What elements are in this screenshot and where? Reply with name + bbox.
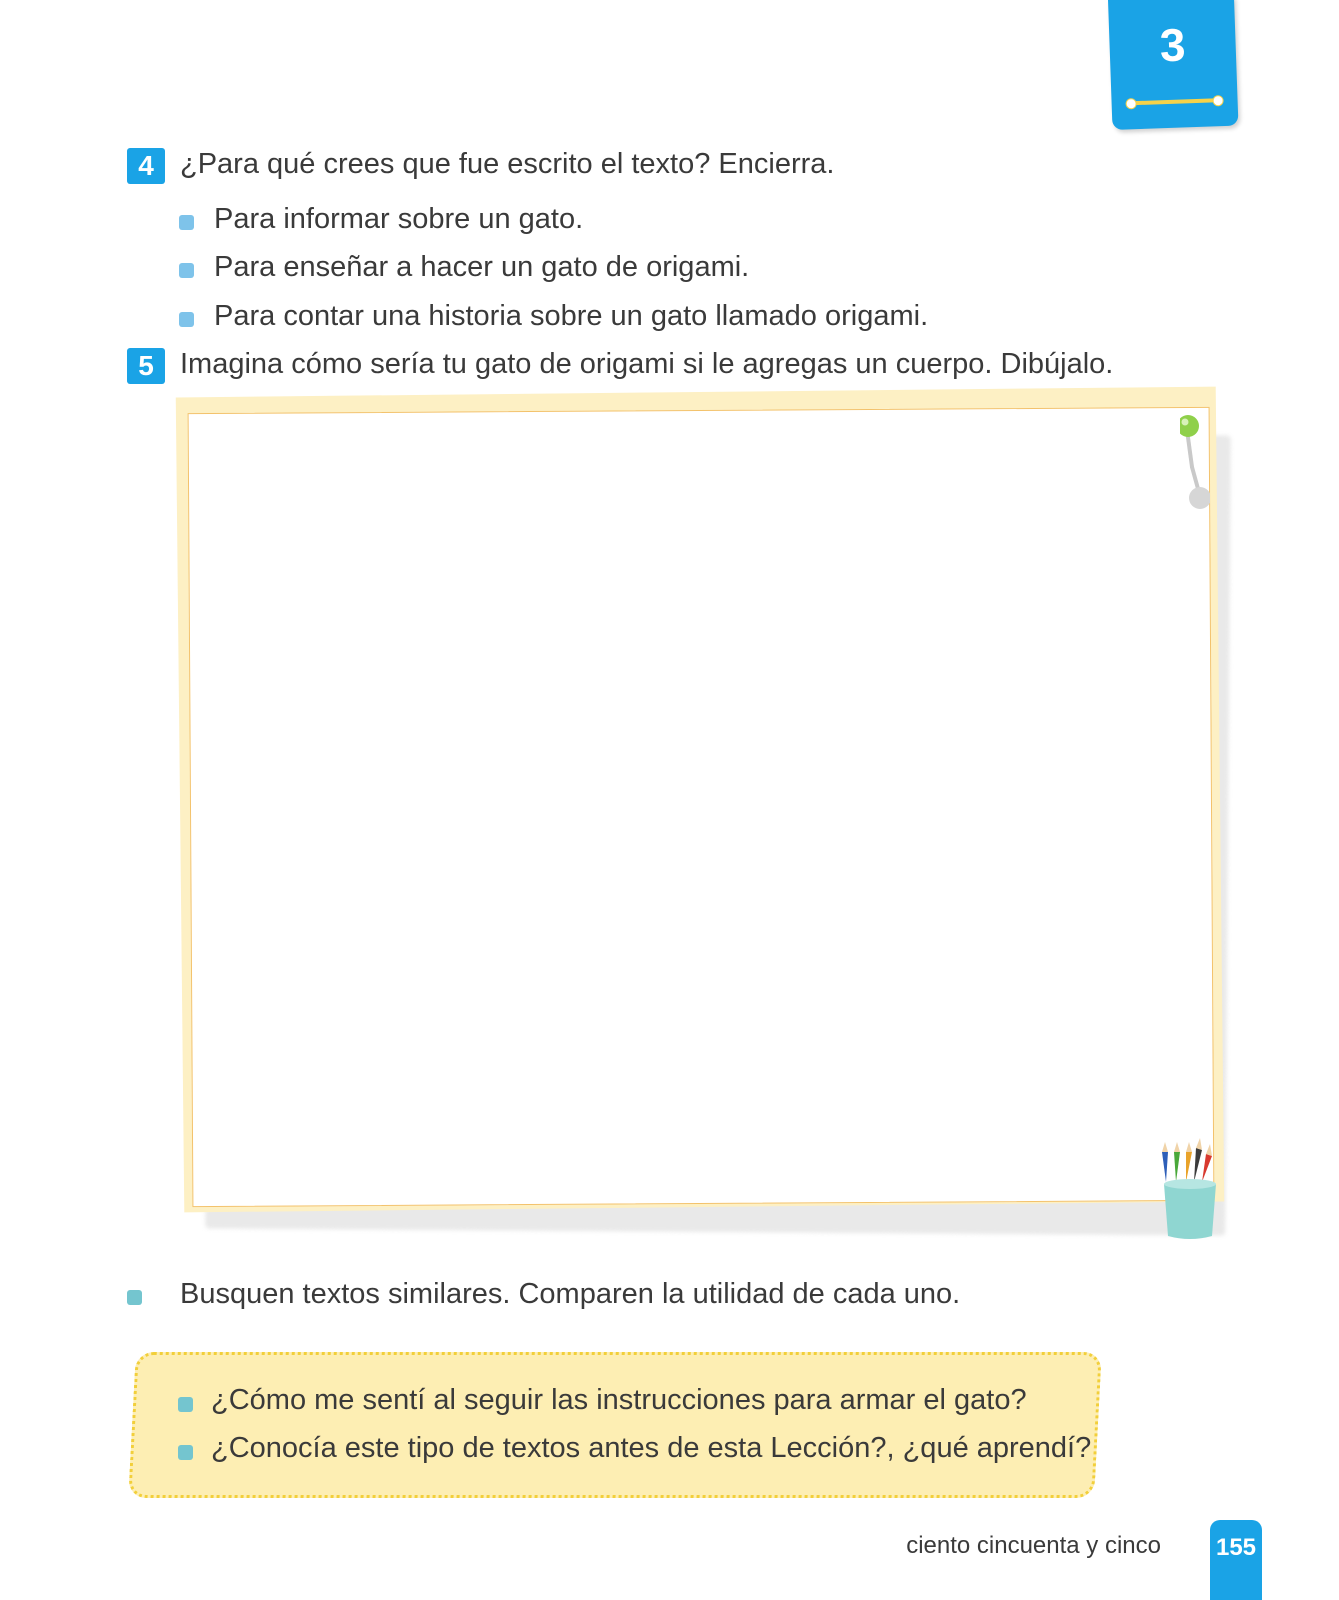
question-4-option-2[interactable]: Para enseñar a hacer un gato de origami.	[214, 251, 750, 283]
question-5-prompt: Imagina cómo sería tu gato de origami si le agregas un cuerpo. Dibújalo.	[180, 348, 1114, 380]
unit-tab	[1108, 0, 1238, 130]
bullet-icon	[179, 312, 194, 327]
question-4-prompt: ¿Para qué crees que fue escrito el texto? Encierra.	[180, 148, 835, 180]
unit-number: 3	[1158, 18, 1187, 72]
question-4-number: 4	[127, 148, 165, 184]
push-pin-icon	[1180, 412, 1210, 512]
drawing-area[interactable]	[180, 392, 1240, 1237]
reflection-question-2: ¿Conocía este tipo de textos antes de esta Lección?, ¿qué aprendí?	[211, 1432, 1092, 1464]
bullet-icon	[127, 1290, 142, 1305]
reflection-box	[128, 1352, 1102, 1498]
bullet-icon	[179, 263, 194, 278]
unit-tab-decoration	[1130, 98, 1220, 105]
bullet-icon	[178, 1397, 193, 1412]
drawing-canvas[interactable]	[188, 407, 1215, 1207]
question-4-option-3[interactable]: Para contar una historia sobre un gato llamado origami.	[214, 300, 929, 332]
question-4-option-1[interactable]: Para informar sobre un gato.	[214, 203, 584, 235]
page-number: 155	[1210, 1520, 1262, 1600]
bullet-icon	[178, 1445, 193, 1460]
bullet-icon	[179, 215, 194, 230]
page-number-words: ciento cincuenta y cinco	[906, 1532, 1161, 1559]
question-5-number: 5	[127, 348, 165, 384]
activity-text: Busquen textos similares. Comparen la utilidad de cada uno.	[180, 1278, 961, 1310]
pencil-cup-icon	[1160, 1138, 1220, 1242]
reflection-question-1: ¿Cómo me sentí al seguir las instrucciones para armar el gato?	[211, 1384, 1027, 1416]
